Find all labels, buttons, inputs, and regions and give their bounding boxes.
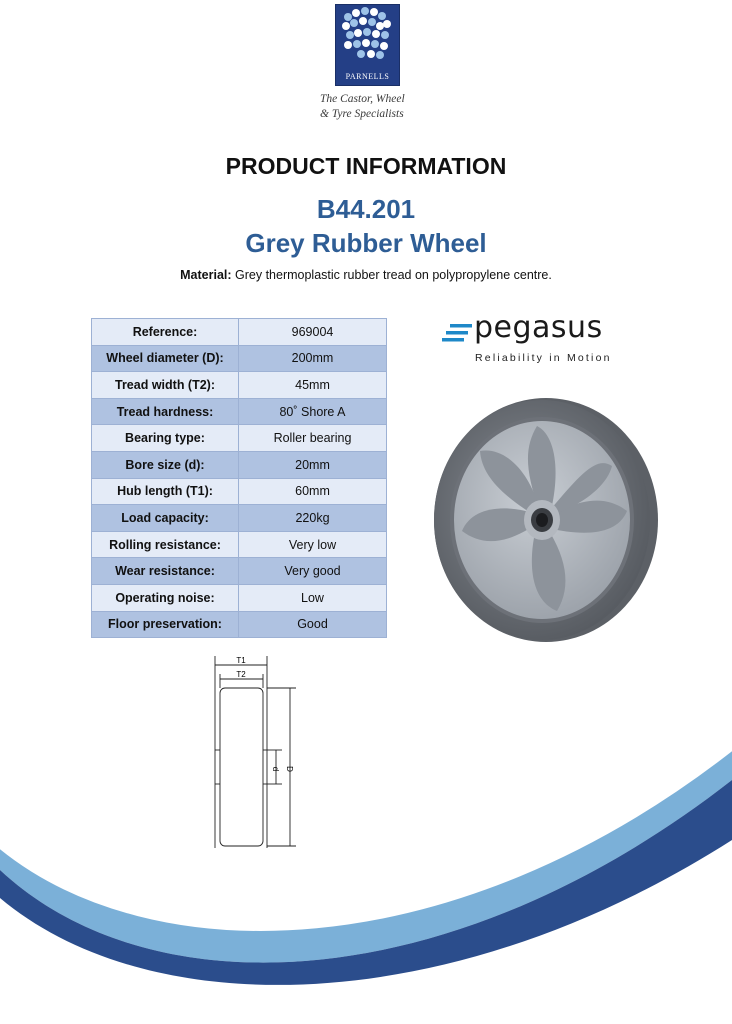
spec-label: Floor preservation: (92, 611, 239, 638)
company-tagline (300, 92, 452, 122)
spec-label: Wear resistance: (92, 558, 239, 585)
spec-label: Wheel diameter (D): (92, 345, 239, 372)
spec-label: Operating noise: (92, 584, 239, 611)
table-row (92, 398, 387, 425)
spec-value: 60mm (239, 478, 387, 505)
table-row (92, 505, 387, 532)
logo-circles-graphic (336, 5, 399, 67)
label-d-small: d (271, 766, 280, 772)
table-row (92, 425, 387, 452)
spec-value: 220kg (239, 505, 387, 532)
page-heading: PRODUCT INFORMATION (225, 153, 507, 179)
spec-value: Good (239, 611, 387, 638)
tagline-line-2: & Tyre Specialists (320, 108, 404, 120)
table-row (92, 319, 387, 346)
pegasus-stripes-icon (442, 322, 474, 346)
label-d-big: D (285, 766, 294, 772)
spec-label: Bore size (d): (92, 451, 239, 478)
spec-table (91, 318, 387, 638)
spec-value: Very low (239, 531, 387, 558)
spec-label: Reference: (92, 319, 239, 346)
table-row (92, 478, 387, 505)
table-row (92, 531, 387, 558)
spec-value: Very good (239, 558, 387, 585)
logo-name: PARNELLS (345, 72, 390, 81)
spec-value: 969004 (239, 319, 387, 346)
spec-value: Low (239, 584, 387, 611)
spec-label: Hub length (T1): (92, 478, 239, 505)
wheel-image (432, 396, 660, 644)
label-t2: T2 (236, 670, 246, 679)
spec-value: 45mm (239, 372, 387, 399)
material-text: Grey thermoplastic rubber tread on polypropylene centre. (235, 268, 552, 282)
table-row (92, 584, 387, 611)
spec-value: 20mm (239, 451, 387, 478)
material-label: Material: (180, 268, 232, 282)
pegasus-wordmark: pegasus (474, 310, 603, 345)
pegasus-slogan: Reliability in Motion (475, 352, 612, 364)
decorative-swoosh (0, 720, 732, 1024)
pegasus-logo (442, 312, 622, 368)
spec-label: Tread width (T2): (92, 372, 239, 399)
table-row (92, 558, 387, 585)
spec-value: 80˚ Shore A (239, 398, 387, 425)
spec-label: Rolling resistance: (92, 531, 239, 558)
table-row (92, 451, 387, 478)
spec-label: Bearing type: (92, 425, 239, 452)
product-name: Grey Rubber Wheel (245, 228, 487, 258)
spec-label: Tread hardness: (92, 398, 239, 425)
spec-label: Load capacity: (92, 505, 239, 532)
spec-value: 200mm (239, 345, 387, 372)
parnells-logo (335, 4, 400, 86)
table-row (92, 345, 387, 372)
spec-value: Roller bearing (239, 425, 387, 452)
table-row (92, 372, 387, 399)
tagline-line-1: The Castor, Wheel (320, 93, 405, 105)
table-row (92, 611, 387, 638)
label-t1: T1 (236, 656, 246, 665)
product-code: B44.201 (316, 194, 416, 224)
material-line (0, 268, 732, 282)
